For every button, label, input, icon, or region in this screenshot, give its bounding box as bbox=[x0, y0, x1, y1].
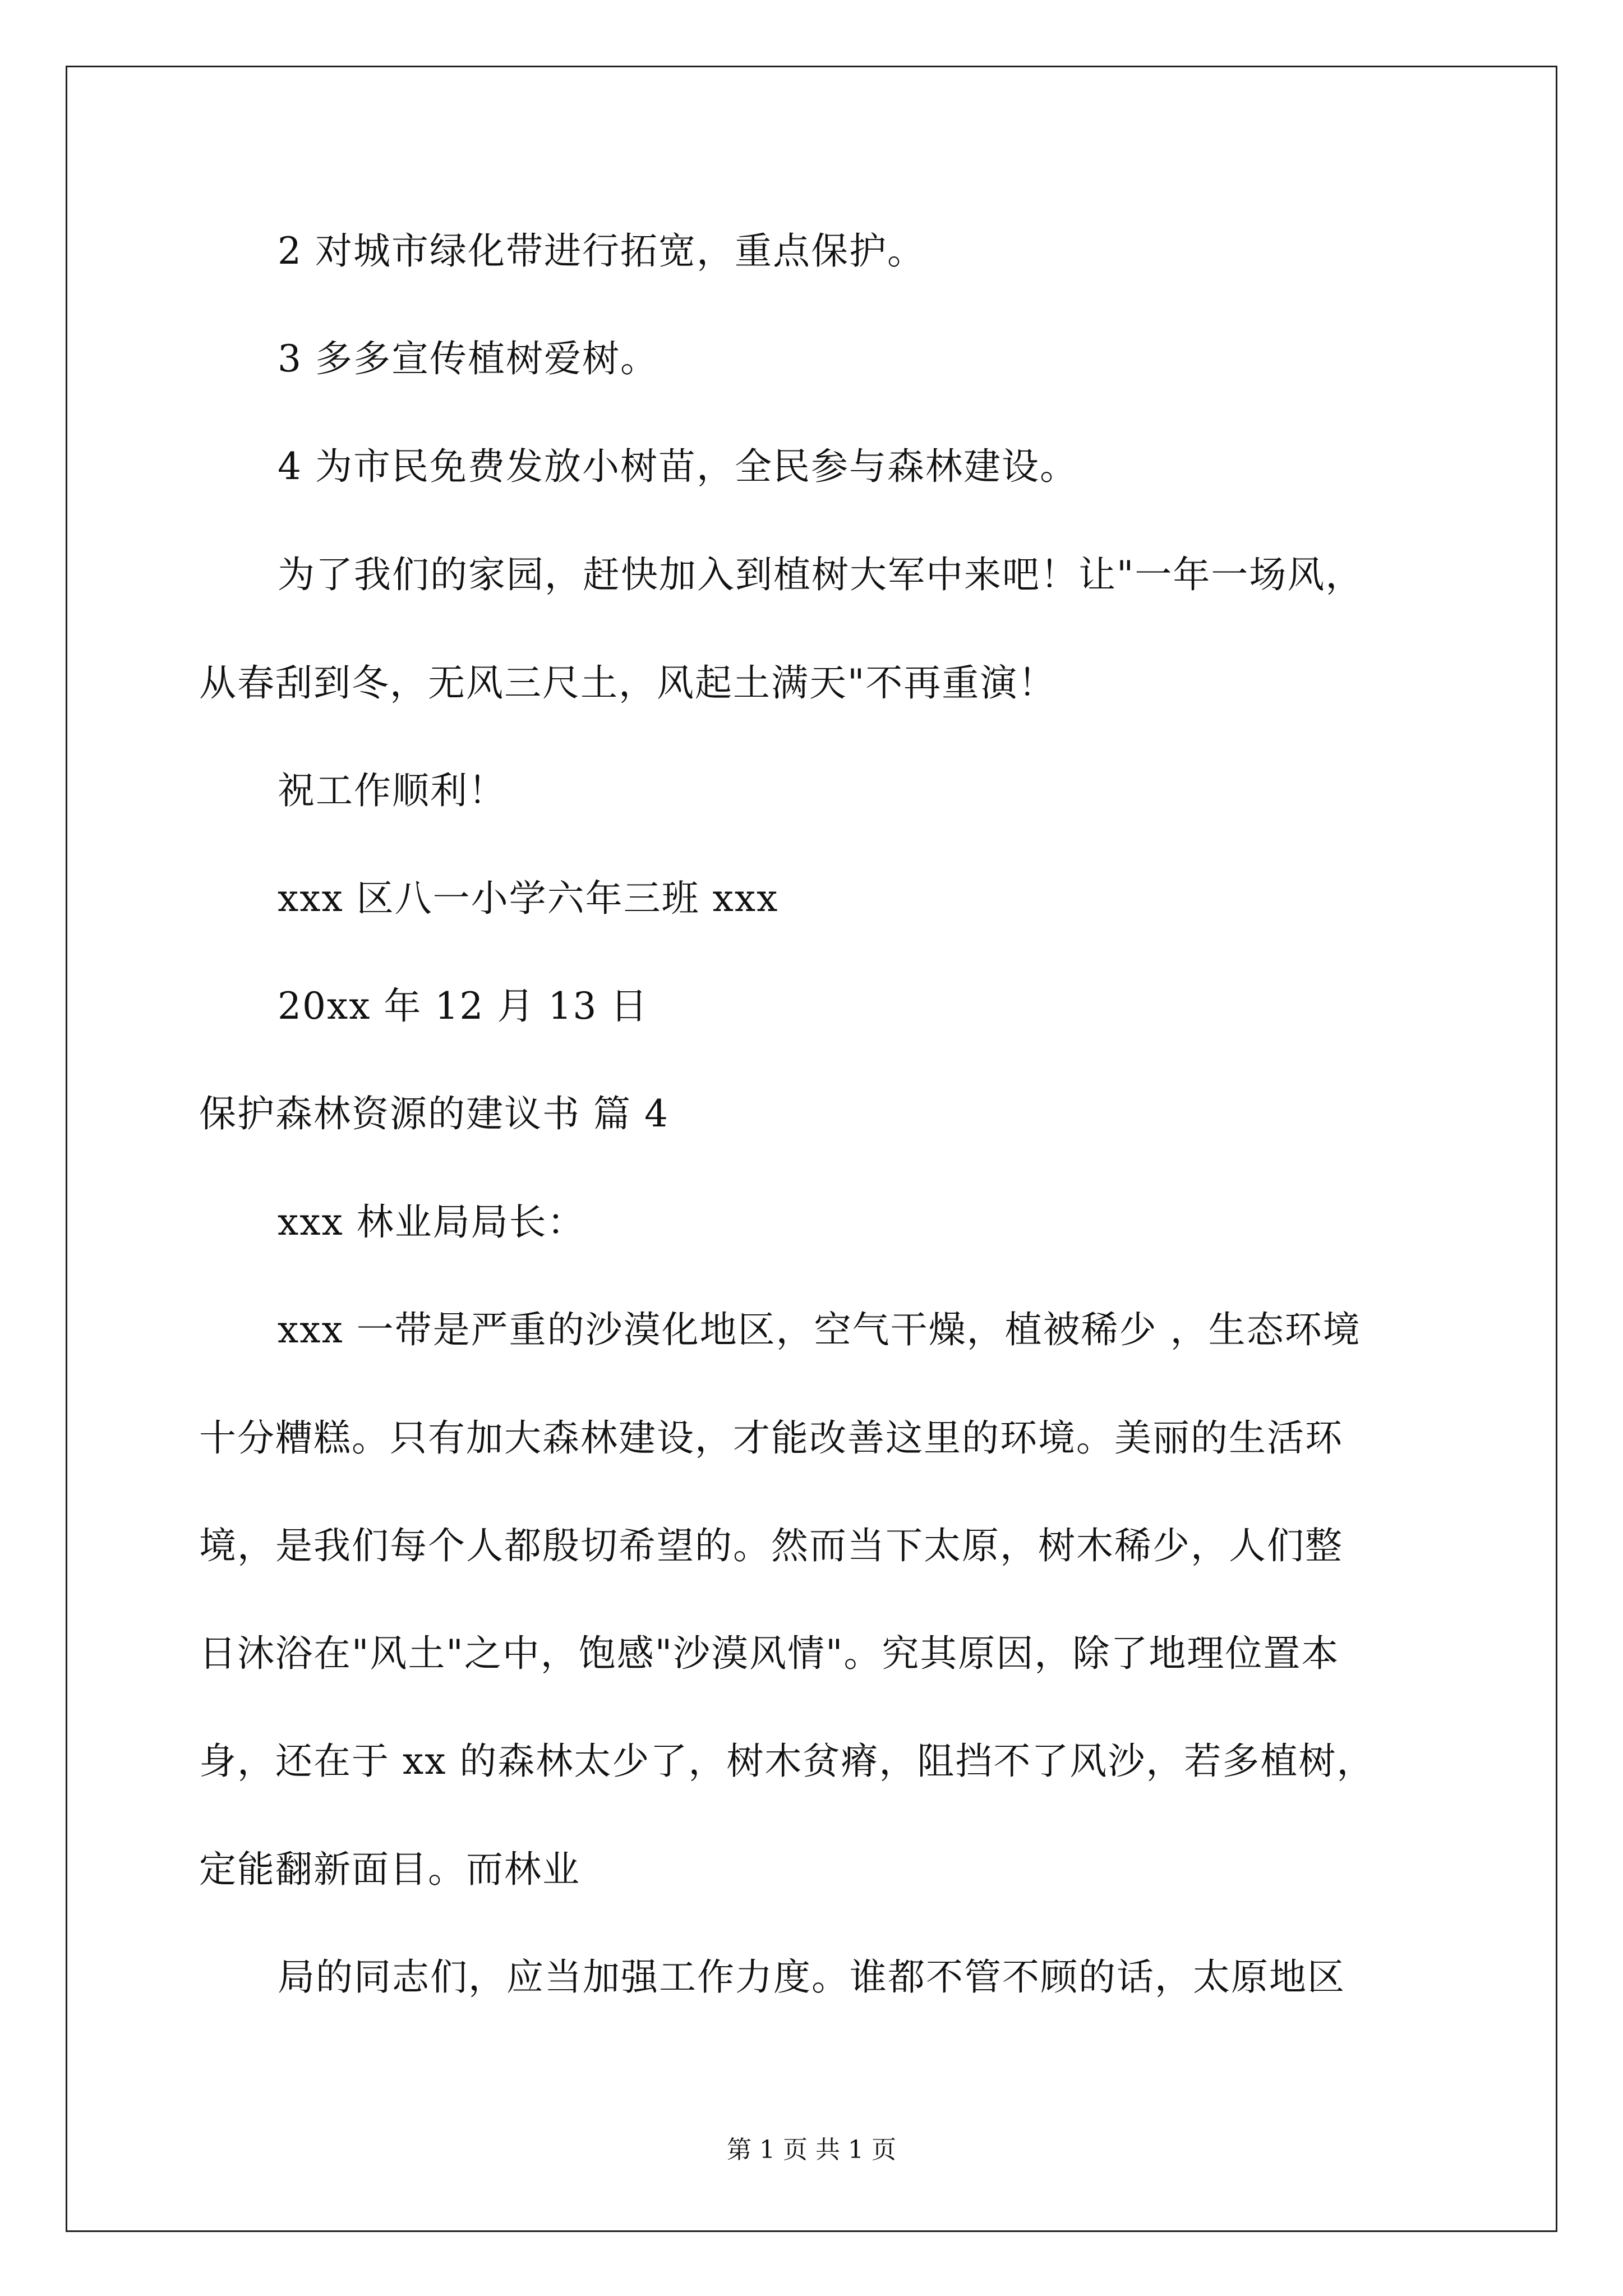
list-item-4: 4 为市民免费发放小树苗，全民参与森林建设。 bbox=[278, 445, 1078, 488]
paragraph-line: xxx 一带是严重的沙漠化地区，空气干燥，植被稀少 ，生态环境 bbox=[278, 1308, 1361, 1351]
date-line: 20xx 年 12 月 13 日 bbox=[278, 984, 649, 1028]
salutation: xxx 林业局局长： bbox=[278, 1200, 585, 1244]
list-item-2: 2 对城市绿化带进行拓宽，重点保护。 bbox=[278, 229, 925, 273]
closing-wish: 祝工作顺利！ bbox=[278, 769, 506, 812]
paragraph-line: 从春刮到冬，无风三尺土，风起土满天"不再重演！ bbox=[199, 661, 1057, 705]
signature-line: xxx 区八一小学六年三班 xxx bbox=[278, 877, 779, 920]
page-footer: 第 1 页 共 1 页 bbox=[727, 2136, 896, 2164]
paragraph-line: 局的同志们，应当加强工作力度。谁都不管不顾的话，太原地区 bbox=[278, 1955, 1345, 1999]
page-border bbox=[66, 66, 1557, 2232]
paragraph-line: 十分糟糕。只有加大森林建设，才能改善这里的环境。美丽的生活环 bbox=[199, 1416, 1343, 1460]
paragraph-line: 定能翻新面目。而林业 bbox=[199, 1848, 580, 1891]
section-heading: 保护森林资源的建议书 篇 4 bbox=[199, 1092, 669, 1135]
paragraph-line: 境，是我们每个人都殷切希望的。然而当下太原，树木稀少，人们整 bbox=[199, 1524, 1343, 1567]
paragraph-line: 为了我们的家园，赶快加入到植树大军中来吧！让"一年一场风， bbox=[278, 553, 1364, 596]
paragraph-line: 日沐浴在"风土"之中，饱感"沙漠风情"。究其原因，除了地理位置本 bbox=[199, 1632, 1340, 1675]
list-item-3: 3 多多宣传植树爱树。 bbox=[278, 337, 658, 380]
paragraph-line: 身，还在于 xx 的森林太少了，树木贫瘠，阻挡不了风沙，若多植树， bbox=[199, 1740, 1375, 1783]
